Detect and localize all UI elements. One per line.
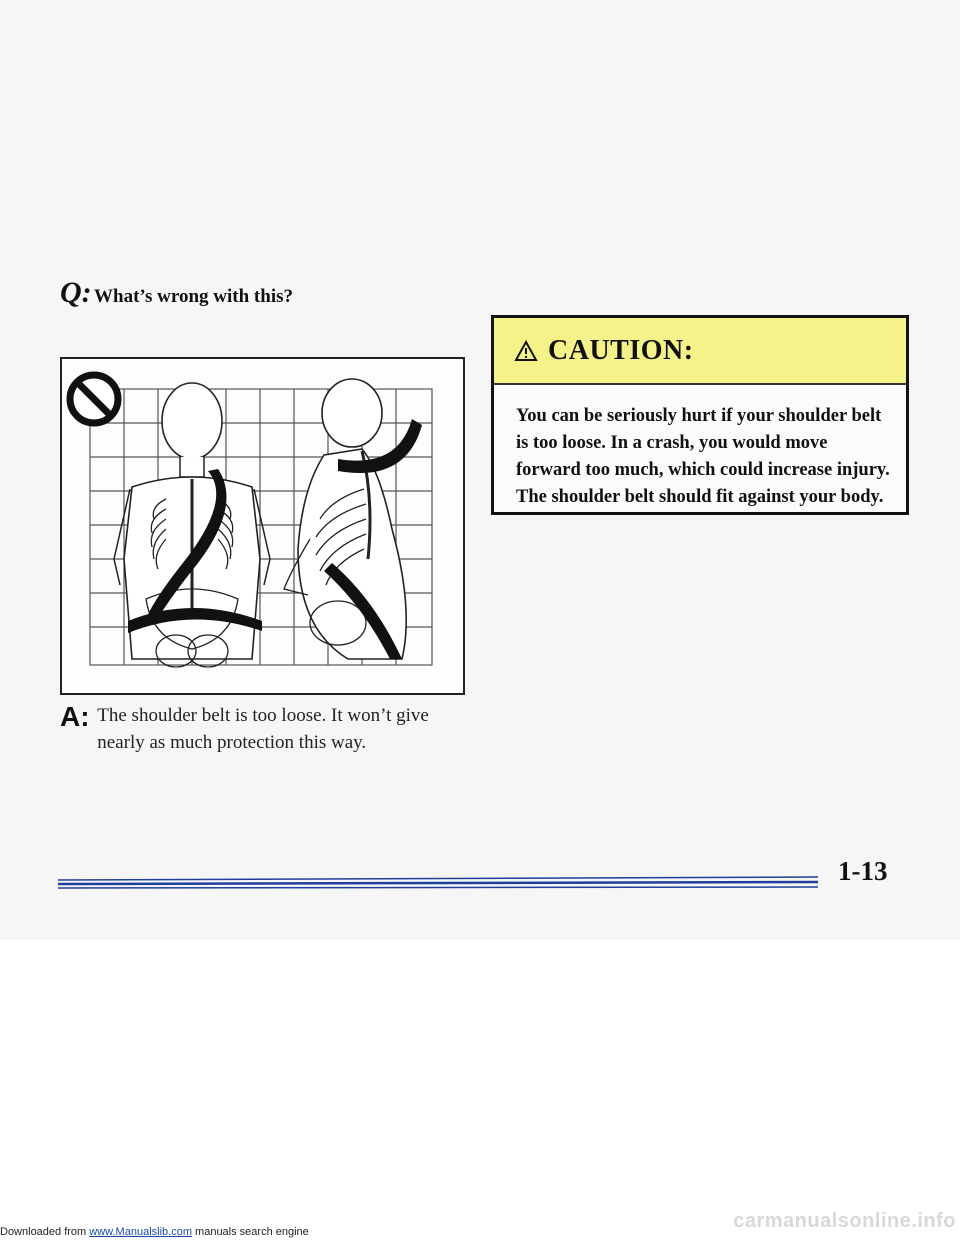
footer-link[interactable]: www.Manualslib.com bbox=[89, 1226, 192, 1238]
warning-triangle-icon bbox=[514, 340, 538, 362]
caution-text: You can be seriously hurt if your shoulder belt is too loose. In a crash, you would move forward too much, which could increase injury. The shoulder belt should fit against your body. bbox=[516, 406, 890, 507]
answer-row bbox=[60, 700, 470, 756]
footer-suffix: manuals search engine bbox=[191, 1226, 309, 1238]
caution-box bbox=[491, 315, 909, 515]
footer bbox=[0, 1226, 309, 1238]
page-rule bbox=[58, 876, 818, 890]
question-row bbox=[60, 276, 293, 310]
watermark: carmanualsonline.info bbox=[733, 1210, 956, 1232]
caution-header bbox=[494, 318, 906, 385]
question-label: Q: bbox=[60, 276, 92, 309]
caution-title: CAUTION: bbox=[548, 334, 694, 366]
question-text: What’s wrong with this? bbox=[94, 286, 293, 307]
page-number: 1-13 bbox=[838, 856, 888, 886]
front-skeleton bbox=[114, 383, 270, 667]
answer-text: The shoulder belt is too loose. It won’t give nearly as much protection this way. bbox=[97, 705, 429, 753]
footer-prefix: Downloaded from bbox=[0, 1226, 90, 1238]
seatbelt-illustration bbox=[60, 357, 465, 695]
answer-label: A: bbox=[60, 701, 90, 732]
prohibited-icon bbox=[70, 375, 118, 423]
side-skeleton bbox=[284, 379, 422, 659]
